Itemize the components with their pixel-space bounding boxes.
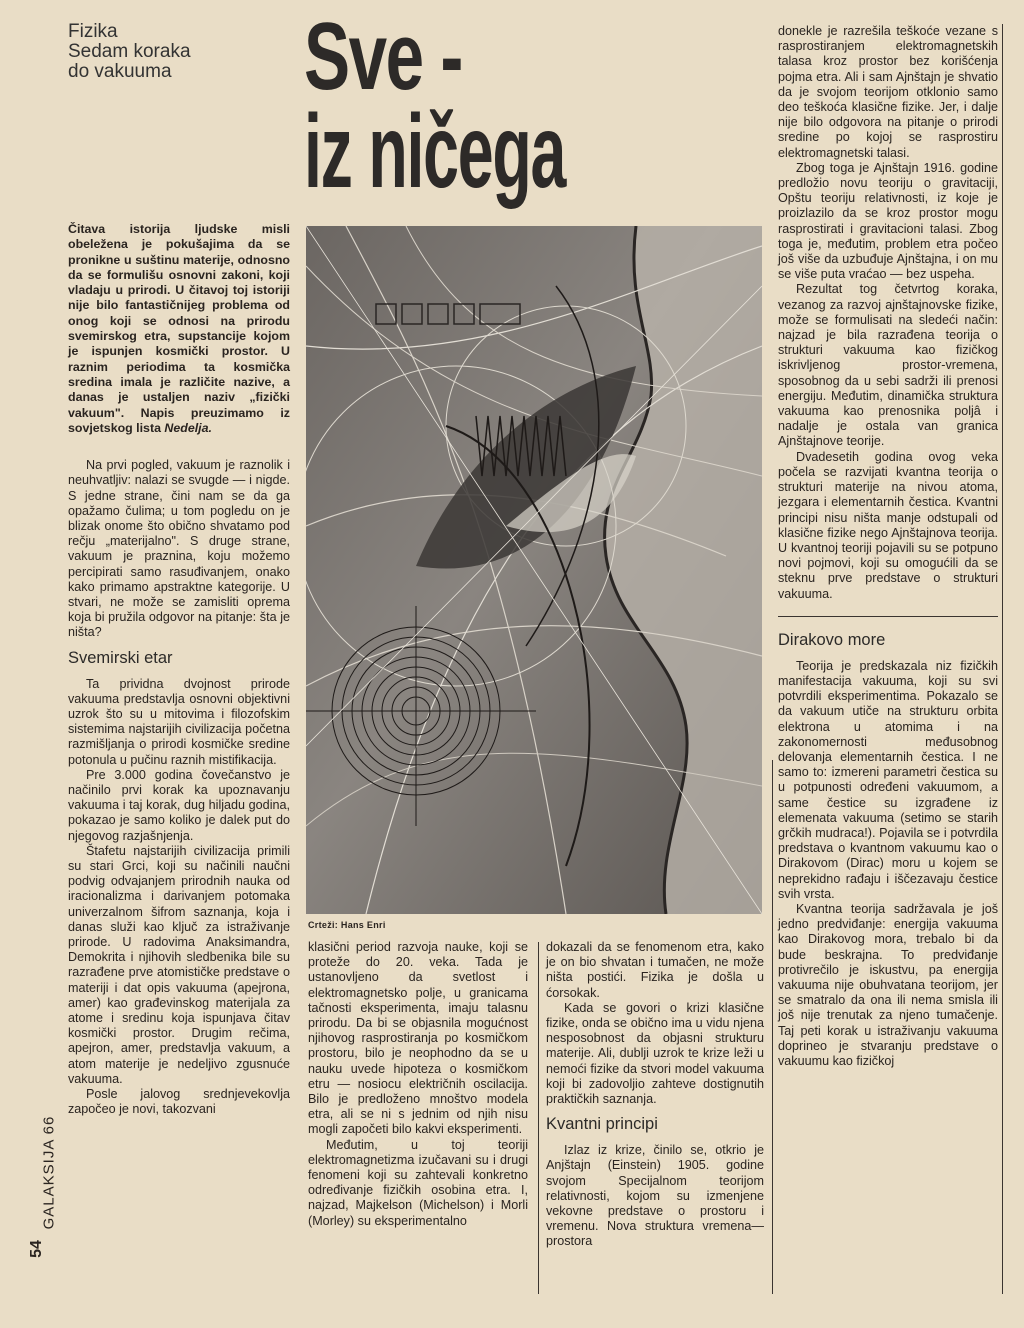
page-number: 54	[27, 1240, 45, 1258]
subheading-svemirski-etar: Svemirski etar	[68, 648, 173, 667]
subheading-dirakovo-more: Dirakovo more	[778, 630, 886, 649]
headline-line2: iz ničega	[304, 94, 566, 210]
body-paragraph: donekle je razrešila teškoće vezane s rasprostiranjem elektromagnetskih talasa kroz prostor bez korišćenja pojma etra. Ali i sam Ajnštajn je shvatio da je svojom teorijom otklonio samo deo teškoća klasične fizike. Jer, i dalje nije bilo odgovora na pitanje o prirodi sredine po kojoj se rasprostiru elektromagnetski talasi.	[778, 24, 998, 160]
lead-paragraph	[68, 222, 290, 436]
column-2	[308, 940, 528, 1229]
body-paragraph: Kvantna teorija sadržavala je još jedno predviđanje: energija vakuuma kao Dirakovog mora, trebalo bi da bude beskrajna. To predviđanje protivrečilo je iskustvu, pa energija vakuuma nije obuhvatana teorijom, jer se smatralo da ona ili nema smisla ili još nije trenutak za njeno tumačenje. Taj peti korak u istraživanju vakuuma doprineo je stvaranju predstave o vakuumu kao fizičkoj	[778, 901, 998, 1068]
lead-source: Nedelja.	[164, 420, 212, 435]
column-3	[546, 940, 764, 1250]
illustration-caption: Crteži: Hans Enri	[308, 920, 386, 930]
body-paragraph: Posle jalovog srednjevekovlja započeo je novi, takozvani	[68, 1087, 290, 1117]
body-paragraph: Štafetu najstarijih civilizacija primili su stari Grci, koji su načinili naučni podvig odvajanjem prirodnih nauka od iracionalizma i darivanjem potomaka univerzalnom šifrom saznanja, koja i danas služi kao ključ za istraživanje prirode. U radovima Anaksimandra, Demokrita i njihovih sledbenika bile su razrađene prve atomističke predstave o materiji i dat opis vakuuma (apejrona, amer) kao građevinskog materijala za atome i sredinu koja ispunjava čitav kosmički prostor. Drugim rečima, apejron, amer, predstavlja vakuum, a atom materije je nedeljivo zgusnuće vakuuma.	[68, 843, 290, 1086]
body-paragraph: Pre 3.000 godina čovečanstvo je načinilo prvi korak ka upoznavanju vakuuma i taj korak, dug hiljadu godina, pokazao je samo koliko je dalek put do njegovog razjašnjenja.	[68, 767, 290, 843]
illustration-drawing	[306, 226, 762, 914]
lead-text: Čitava istorija ljudske misli obeležena je pokušajima da se pronikne u suštinu materije, odnosno da se formulišu osnovni zakoni, koji vladaju u prirodi. U čitavoj toj istoriji nije bilo fantastičnijeg problema od onog koji se odnosi na prirodu svemirskog etra, supstancije kojom je ispunjen kosmički prostor. U raznim periodima ta kosmička sredina imala je različite nazive, a danas je ustaljen naziv „fizički vakuum". Napis preuzimamo iz sovjetskog lista	[68, 222, 290, 435]
body-paragraph: Rezultat tog četvrtog koraka, vezanog za razvoj ajnštajnovske fizike, može se formulisati na sledeći način: najzad je bila razrađena teorija o strukturi vakuuma kao fizičkog iskrivljenog prostor-vremena, sposobnog da u sebi sadrži ili prenosi energiju. Međutim, dinamička struktura vakuuma kao prenosnika poljâ i nadalje je ostala van granica Ajnštajnove teorije.	[778, 282, 998, 449]
body-paragraph: Na prvi pogled, vakuum je raznolik i neuhvatljiv: nalazi se svugde — i nigde. S jedne strane, čini nam se da ga opažamo čulima; u tom pogledu on je blizak onome što obično shvatamo pod rečju „materijalno". S druge strane, vakuum je praznina, koju možemo percipirati samo rasuđivanjem, onako kako primamo apstraktne kategorije. U stvari, ne može se zamisliti oprema koja bi pružila odgovor na pitanje: šta je ništa?	[68, 458, 290, 640]
body-paragraph: Ta prividna dvojnost prirode vakuuma predstavlja osnovni objektivni uzrok što su u mitovima i filozofskim sistemima najstarijih civilizacija početna razmišljanja o prirodi kosmičke sredine potonula u pučinu raznih mistifikacija.	[68, 676, 290, 767]
body-paragraph: klasični period razvoja nauke, koji se proteže do 20. veka. Tada je ustanovljeno da svetlost i elektromagnetsko polje, u granicama tačnosti eksperimenta, imaju talasnu prirodu. Da bi se objasnila mogućnost njihovog rasprostiranja po kosmičkom prostoru, bilo je neophodno da se u nauku uvede hipoteza o kosmičkom etru — nosiocu električnih oscilacija. Bilo je predloženo mnoštvo modela etra, ali se ni s jednim od njih nisu mogli započeti bilo kakvi eksperimenti.	[308, 940, 528, 1137]
column-4	[778, 24, 998, 1069]
body-paragraph: Kada se govori o krizi klasične fizike, onda se obično ima u vidu njena nesposobnost da objasni strukturu materije. Ali, dublji uzrok te krize leži u nemoći fizike da stvori model vakuuma koji bi zadovoljio zahteve dostignutih praktičkih saznanja.	[546, 1000, 764, 1107]
headline-line1: Sve -	[304, 3, 463, 110]
subheading-kvantni-principi: Kvantni principi	[546, 1115, 658, 1134]
body-paragraph: dokazali da se fenomenom etra, kako je on bio shvatan i tumačen, ne može ništa postići. Fizika je došla u ćorsokak.	[546, 940, 764, 1000]
body-paragraph: Teorija je predskazala niz fizičkih manifestacija vakuuma, koji su svi potvrdili eksperimentima. Pokazalo se da vakuum utiče na strukturu orbita elektrona u atomima i na zakonomernosti međusobnog delovanja elementarnih čestica. I ne samo to: izmereni parametri čestica su u potpunosti određeni vakuumom, a same čestice su izgrađene iz elemenata vakuuma (setimo se starih grčkih mudraca!). Pojavila se i potvrdila predstava o kvantnom vakuumu kao o Dirakovom (Dirac) moru u kojem se neprekidno rađaju i iščezavaju čestice svih vrsta.	[778, 658, 998, 901]
series-title: Sedam koraka	[68, 41, 191, 62]
body-paragraph: Međutim, u toj teoriji elektromagnetizma izučavani su i drugi fenomeni koji su zahtevali konkretno određivanje fizičkih osobina etra. I, najzad, Majkelson (Michelson) i Morli (Morley) su eksperimentalno	[308, 1137, 528, 1228]
body-paragraph: Zbog toga je Ajnštajn 1916. godine predložio novu teoriju o gravitaciji, Opštu teoriju relativnosti, iz koje je proizlazilo da se kroz prostor mogu rasprostirati i gravitacioni talasi. Zbog toga je, međutim, problem etra počeo još više da uzbuđuje Ajnštajna, i on mu se više puta vraćao — bez uspeha.	[778, 160, 998, 282]
section-rule	[778, 602, 998, 617]
column-1	[68, 222, 290, 1117]
column-divider	[538, 942, 539, 1294]
magazine-label	[14, 1106, 74, 1246]
series-title-line2: do vakuuma	[68, 61, 172, 82]
column-divider	[1002, 24, 1003, 1294]
section-tag	[68, 22, 191, 82]
column-divider	[772, 760, 773, 1294]
headline	[304, 3, 634, 210]
body-paragraph: Izlaz iz krize, činilo se, otkrio je Anjštajn (Einstein) 1905. godine svojom Specijalnom teorijom relativnosti, kojom su izmenjene vekovne predstave o prostoru i vremenu. Nova struktura vremena—prostora	[546, 1143, 764, 1249]
section-category: Fizika	[68, 21, 118, 42]
body-paragraph: Dvadesetih godina ovog veka počela se razvijati kvantna teorija o strukturi materije na nivou atoma, jezgara i elementarnih čestica. Kvantni principi nisu ništa manje odstupali od klasične fizike nego Ajnštajnova teorija. U kvantnoj teoriji pojavili su se potpuno novi pojmovi, koji su omogućili da se steknu prve predstave o strukturi vakuuma.	[778, 449, 998, 601]
magazine-name: GALAKSIJA 66	[40, 1115, 58, 1230]
illustration	[306, 226, 762, 914]
